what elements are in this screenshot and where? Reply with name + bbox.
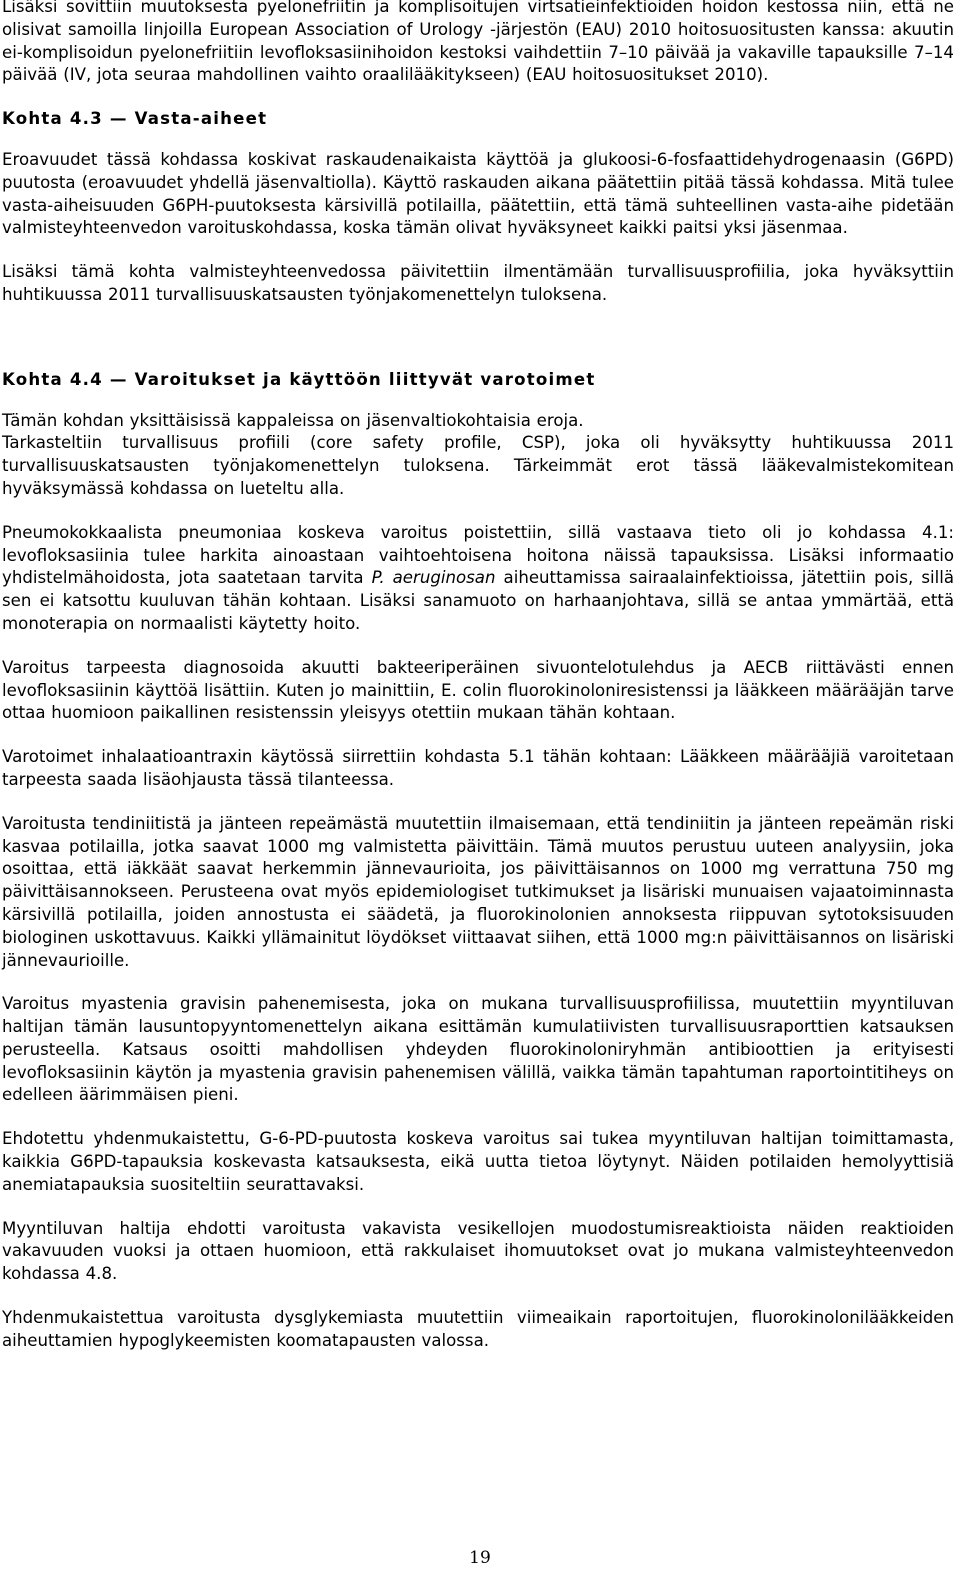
section-4-4-paragraph-myasthenia: Varoitus myastenia gravisin pahenemisesta, joka on mukana turvallisuusprofiilissa, muutettiin myyntiluvan haltijan tämän lausuntopyyntomenettelyn aikana esittämän kumulatiivisten turvallisuusraporttien katsauksen perusteella. Katsaus osoitti mahdollisen yhdeyden fluorokinoloniryhmän antibioottien ja erityisesti levofloksasiinin käytön ja myastenia gravisin pahenemisen välillä, vaikka tämän tapahtuman raportointitiheys on edelleen äärimmäisen pieni. [2, 994, 954, 1105]
section-4-4-paragraph-bullous: Myyntiluvan haltija ehdotti varoitusta vakavista vesikellojen muodostumisreaktioista näiden reaktioiden vakavuuden vuoksi ja ottaen huomioon, että rakkulaiset ihomuutokset ovat jo mukana valmisteyhteenvedon kohdassa 4.8. [2, 1218, 954, 1284]
section-4-4-paragraph-g6pd: Ehdotettu yhdenmukaistettu, G-6-PD-puutosta koskeva varoitus sai tukea myyntiluvan haltijan toimittamasta, kaikkia G6PD-tapauksia koskevasta katsauksesta, eikä uutta tietoa löytynyt. Näiden potilaiden hemolyyttisiä anemiatapauksia suositeltiin seurattavaksi. [2, 1129, 954, 1194]
section-4-4-intro-line-2: Tarkasteltiin turvallisuus profiili (core safety profile, CSP), joka oli hyväksytty huhtikuussa 2011 turvallisuuskatsausten työnjakomenettelyn tuloksena. Tärkeimmät erot tässä lääkevalmistekomitean hyväksymässä kohdassa on lueteltu alla. [2, 433, 954, 498]
section-4-4-paragraph-dysglycemia: Yhdenmukaistettua varoitusta dysglykemiasta muutettiin viimeaikain raportoitujen, fluorokinolonilääkkeiden aiheuttamien hypoglykeemisten koomatapausten valossa. [2, 1308, 954, 1350]
section-heading-4-4: Kohta 4.4 — Varoitukset ja käyttöön liittyvät varotoimet [2, 369, 596, 389]
section-heading-4-3: Kohta 4.3 — Vasta-aiheet [2, 109, 268, 129]
page-number: 19 [469, 1548, 491, 1568]
section-4-4-pneumococcal-paragraph [2, 522, 954, 636]
section-4-4-intro-line-1: Tämän kohdan yksittäisissä kappaleissa on jäsenvaltiokohtaisia eroja. [2, 410, 584, 430]
section-4-4-paragraph-tendinitis: Varoitusta tendiniitistä ja jänteen repeämästä muutettiin ilmaisemaan, että tendiniitin ja jänteen repeämän riski kasvaa potilailla, jotka saavat 1000 mg valmistetta päivittäin. Tämä muutos perustuu uuteen analyysiin, joka osoittaa, että iäkkäät saavat herkemmin jännevaurioita, jos päivittäisannos on 1000 mg verrattuna 750 mg päivittäisannokseen. Perusteena ovat myös epidemiologiset tutkimukset ja lisäriski munuaisen vajaatoiminnasta kärsivillä potilailla, joiden annostusta ei säädetä, ja fluorokinolonien annoksesta riippuvan sytotoksisuuden biologinen uskottavuus. Kaikki yllämainitut löydökset viittaavat siihen, että 1000 mg:n päivittäisannos on lisäriski jännevaurioille. [2, 813, 954, 970]
section-4-4-paragraph-sinusitis: Varoitus tarpeesta diagnosoida akuutti bakteeriperäinen sivuontelotulehdus ja AECB riittävästi ennen levofloksasiinin käyttöä lisättiin. Kuten jo mainittiin, E. colin fluorokinoloniresistenssi ja lääkkeen määrääjän tarve ottaa huomioon paikallinen resistenssin yleisyys otettiin mukaan tähän kohtaan. [2, 657, 954, 723]
pneumococcal-text-before: Pneumokokkaalista pneumoniaa koskeva varoitus poistettiin, sillä vastaava tieto oli jo kohdassa 4.1: levofloksasiinia tulee harkita ainoastaan vaihtoehtoisena hoitona näissä tapauksissa. Lisäksi informaatio yhdistelmähoidosta, jota saatetaan tarvita [2, 522, 954, 588]
pneumococcal-text-after: aiheuttamissa sairaalainfektioissa, jätettiin pois, sillä sen ei katsottu kuuluvan tähän kohtaan. Lisäksi sanamuoto on harhaanjohtava, sillä se antaa ymmärtää, että monoterapia on normaalisti käytetty hoito. [2, 568, 954, 633]
section-4-3-paragraph-2: Lisäksi tämä kohta valmisteyhteenvedossa päivitettiin ilmentämään turvallisuusprofiilia, joka hyväksyttiin huhtikuussa 2011 turvallisuuskatsausten työnjakomenettelyn tuloksena. [2, 262, 954, 304]
species-name: P. aeruginosan [371, 568, 496, 588]
section-4-3-paragraph-1: Eroavuudet tässä kohdassa koskivat raskaudenaikaista käyttöä ja glukoosi-6-fosfaattidehydrogenaasin (G6PD) puutosta (eroavuudet yhdellä jäsenvaltiolla). Käyttö raskauden aikana päätettiin pitää tässä kohdassa. Mitä tulee vasta-aiheisuuden G6PH-puutoksesta kärsivillä potilailla, päätettiin, että tämä suhteellinen vasta-aihe pidetään valmisteyhteenvedon varoituskohdassa, koska tämän olivat hyväksyneet kaikki paitsi yksi jäsenmaa. [2, 149, 954, 238]
intro-paragraph: Lisäksi sovittiin muutoksesta pyelonefriitin ja komplisoitujen virtsatieinfektioiden hoidon kestossa niin, että ne olisivat samoilla linjoilla European Association of Urology -järjestön (EAU) 2010 hoitosuositusten kanssa: akuutin ei-komplisoidun pyelonefriitiin levofloksasiinihoidon kestoksi vaihdettiin 7–10 päivää ja vakaville tapauksille 7–14 päivää (IV, jota seuraa mahdollinen vaihto oraalilääkitykseen) (EAU hoitosuositukset 2010). [2, 0, 954, 85]
section-4-4-paragraph-anthrax: Varotoimet inhalaatioantraxin käytössä siirrettiin kohdasta 5.1 tähän kohtaan: Lääkkeen määrääjiä varoitetaan tarpeesta saada lisäohjausta tässä tilanteessa. [2, 747, 954, 789]
document-body [2, 0, 954, 1374]
